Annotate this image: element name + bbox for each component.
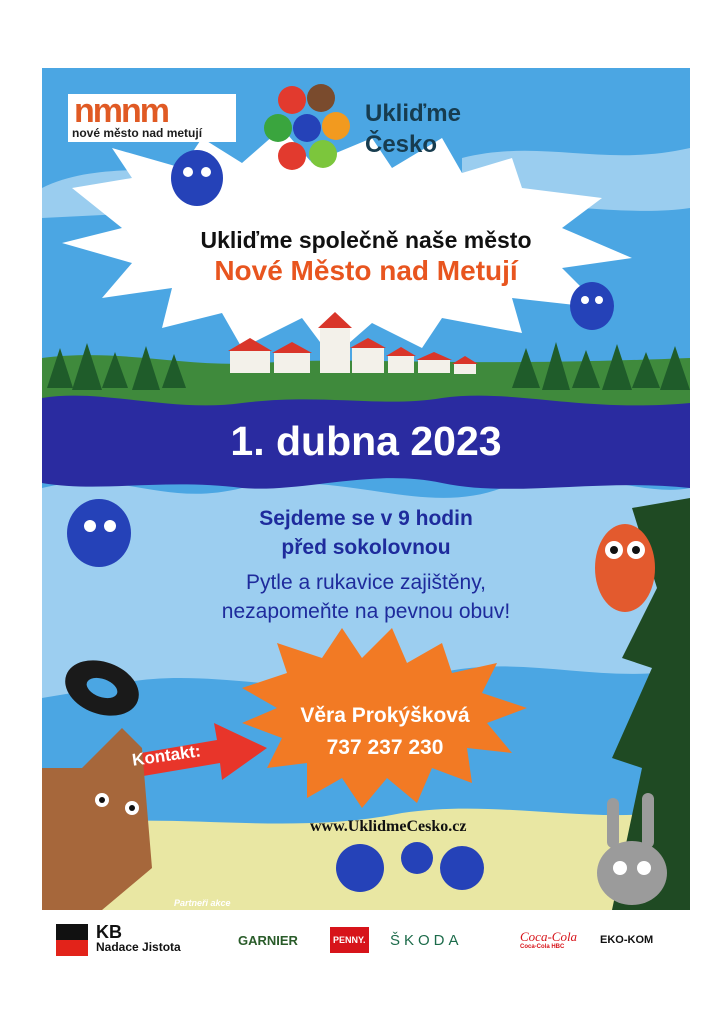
cocacola-hbc: Coca-Cola HBC	[520, 944, 565, 950]
campaign-line2: Česko	[365, 131, 438, 158]
town-logo-name: nové město nad metují	[72, 126, 203, 140]
supplies-info	[42, 568, 690, 626]
headline-line1: Ukliďme společně naše město	[200, 227, 532, 253]
contact-name: Věra Prokýšková	[300, 704, 470, 727]
town-logo	[68, 94, 236, 142]
kb-foundation-name: Nadace Jistota	[96, 940, 181, 954]
headline-town-name: Nové Město nad Metují	[214, 255, 518, 286]
kb-mark: KB	[96, 922, 122, 942]
poster-illustration	[42, 68, 690, 910]
poster	[42, 68, 690, 910]
website-link[interactable]: www.UklidmeCesko.cz	[310, 818, 467, 835]
sponsor-kb	[56, 922, 181, 958]
meeting-place: před sokolovnou	[281, 536, 451, 559]
campaign-line1: Ukliďme	[365, 100, 461, 127]
campaign-name	[365, 98, 461, 160]
penny-logo: PENNY.	[330, 927, 369, 953]
event-date: 1. dubna 2023	[230, 418, 502, 464]
cocacola-logo: Coca-Cola	[520, 929, 578, 944]
supplies-line1: Pytle a rukavice zajištěny,	[245, 571, 487, 594]
contact-label: Kontakt:	[130, 741, 202, 770]
town-logo-mark: nmnm	[74, 92, 168, 130]
sponsor-cocacola	[520, 922, 577, 958]
sponsor-ekokom: EKO-KOM	[600, 934, 654, 946]
sponsor-garnier: GARNIER	[238, 932, 298, 948]
contact-phone: 737 237 230	[326, 736, 444, 759]
meeting-info	[42, 504, 690, 562]
supplies-line2: nezapomeňte na pevnou obuv!	[221, 600, 511, 623]
partners-label: Partneři akce	[174, 898, 231, 908]
meeting-time: Sejdeme se v 9 hodin	[259, 507, 473, 530]
sponsor-penny	[330, 922, 369, 958]
kb-logo-icon	[56, 924, 88, 956]
sponsor-skoda: ŠKODA	[390, 931, 463, 949]
